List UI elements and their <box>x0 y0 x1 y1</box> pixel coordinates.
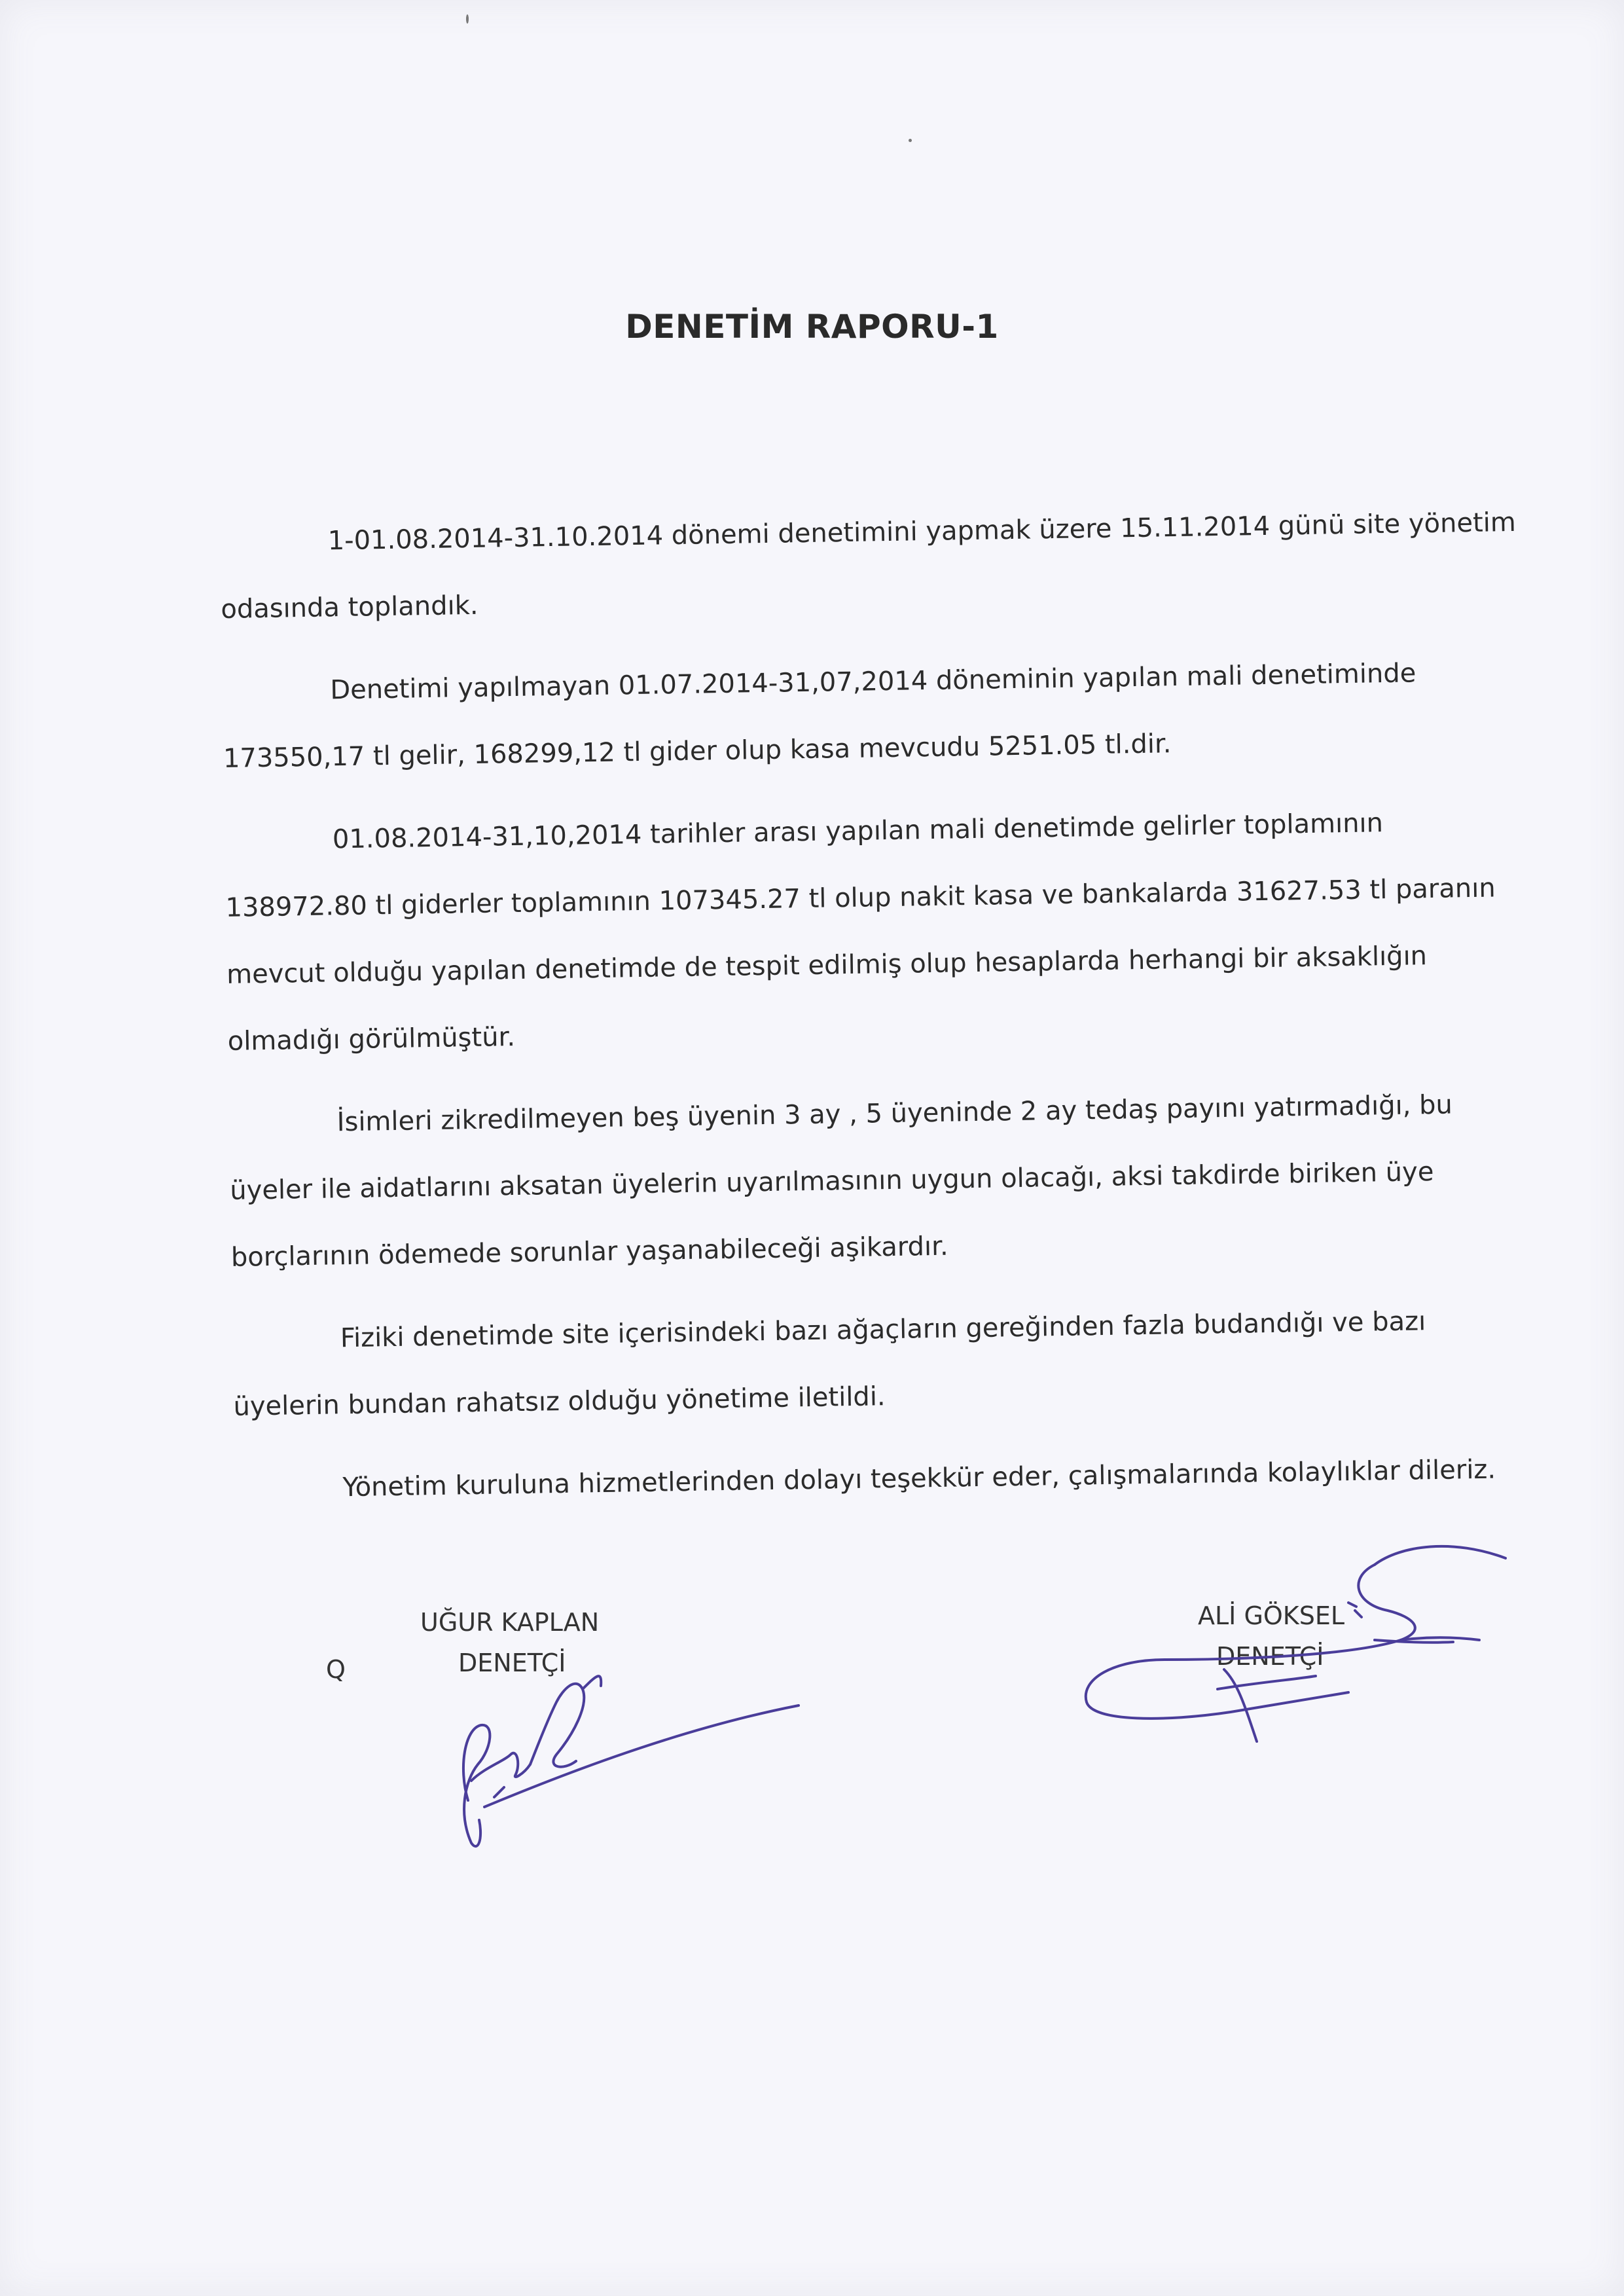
signatory-right-name: ALİ GÖKSEL <box>1198 1601 1345 1630</box>
paragraph-previous-period: Denetimi yapılmayan 01.07.2014-31,07,2014 döneminin yapılan mali denetiminde 173550,17 tl gelir, 168299,12 tl gider olup kasa mevcudu 5251.05 tl.dir. <box>223 658 1416 774</box>
signature-left <box>432 1650 825 1859</box>
signatory-right-role: DENETÇİ <box>1216 1642 1324 1671</box>
document-body <box>219 489 1538 1539</box>
paragraph-thanks: Yönetim kuruluna hizmetlerinden dolayı teşekkür eder, çalışmalarında kolaylıklar dileriz. <box>342 1454 1496 1503</box>
paragraph-current-period: 01.08.2014-31,10,2014 tarihler arası yapılan mali denetimde gelirler toplamının 138972.80 tl giderler toplamının 107345.27 tl olup nakit kasa ve bankalarda 31627.53 tl paranın mevcut olduğu yapılan denetimde de tespit edilmiş olup hesaplarda herhangi bir aksaklığın olmadığı görülmüştür. <box>225 808 1496 1057</box>
document-title: DENETİM RAPORU-1 <box>625 308 999 346</box>
signature-right <box>1034 1525 1532 1761</box>
signatory-left-name: UĞUR KAPLAN <box>420 1608 600 1637</box>
paragraph-meeting: 1-01.08.2014-31.10.2014 dönemi denetimini yapmak üzere 15.11.2014 günü site yönetim odasında toplandık. <box>221 507 1517 625</box>
scan-speck <box>466 14 469 24</box>
signatory-left-role: DENETÇİ <box>458 1649 566 1677</box>
signatory-left-mark: Q <box>326 1655 346 1684</box>
paragraph-unpaid-members: İsimleri zikredilmeyen beş üyenin 3 ay , 5 üyeninde 2 ay tedaş payını yatırmadığı, bu üyeler ile aidatlarını aksatan üyelerin uyarılmasının uygun olacağı, aksi takdirde biriken üye borçlarının ödemede sorunlar yaşanabileceği aşikardır. <box>229 1089 1453 1273</box>
scan-speck <box>909 139 912 142</box>
paragraph-physical-inspection: Fiziki denetimde site içerisindeki bazı ağaçların gereğinden fazla budandığı ve bazı üyelerin bundan rahatsız olduğu yönetime iletildi. <box>233 1306 1426 1422</box>
